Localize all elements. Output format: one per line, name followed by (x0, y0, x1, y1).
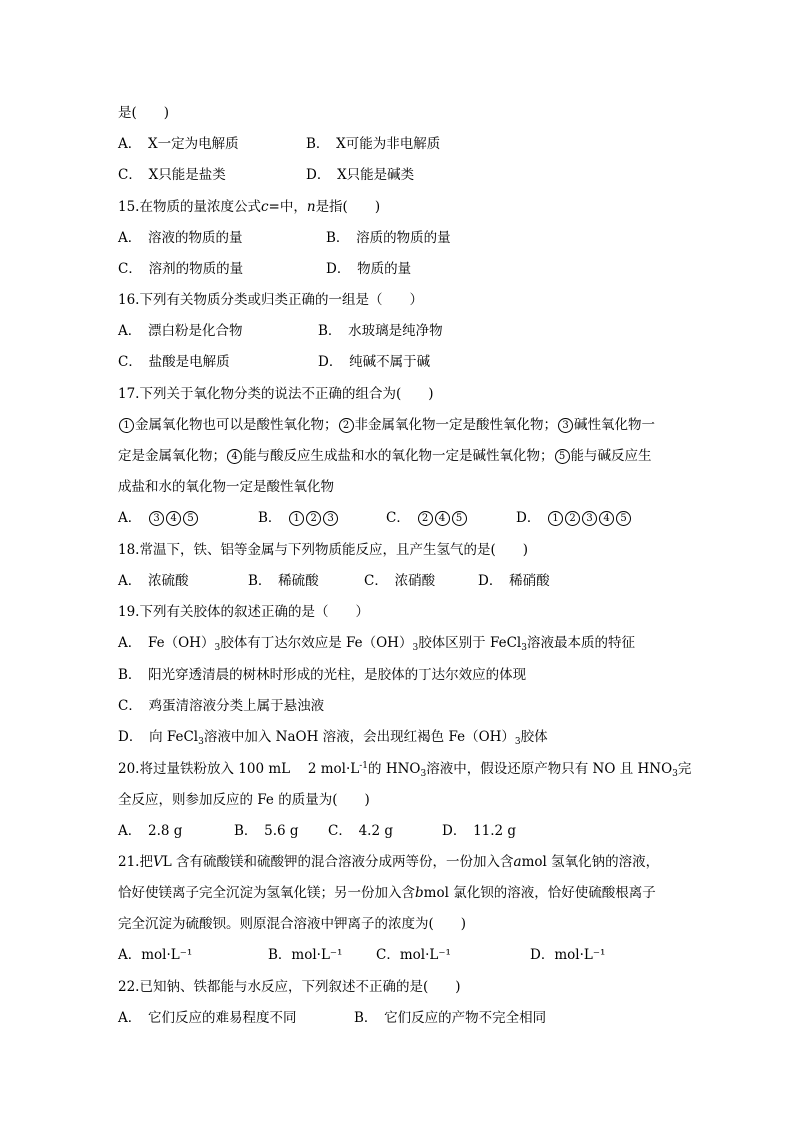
q21-option-a: A．mol·L⁻¹ (118, 947, 193, 963)
q15-option-b: B． 溶质的物质的量 (326, 230, 451, 246)
q15-option-a: A． 溶液的物质的量 (118, 230, 243, 246)
q19-option-b: B． 阳光穿透清晨的树林时形成的光柱，是胶体的丁达尔效应的体现 (118, 667, 527, 683)
q17-statements-line2: 定是金属氧化物； 4 能与酸反应生成盐和水的氧化物一定是碱性氧化物； 5 能与碱反应生 (118, 448, 652, 464)
q14-option-d: D． X只能是碱类 (306, 167, 415, 183)
circled-1: 1 (119, 418, 134, 433)
q16-option-b: B． 水玻璃是纯净物 (318, 323, 443, 339)
q15-stem: 15.在物质的量浓度公式c=中，n是指( ) (118, 199, 381, 215)
q16-option-c: C． 盐酸是电解质 (118, 354, 230, 370)
q16-option-a: A． 漂白粉是化合物 (118, 323, 243, 339)
q20-option-c: C． 4.2 g (328, 823, 393, 839)
q16-stem: 16.下列有关物质分类或归类正确的一组是（ ） (118, 292, 423, 308)
q21-stem-line2: 恰好使镁离子完全沉淀为氢氧化镁；另一份加入含bmol 氯化钡的溶液，恰好使硫酸根离子 (118, 885, 656, 901)
q14-option-c: C． X只能是盐类 (118, 167, 226, 183)
q19-stem: 19.下列有关胶体的叙述正确的是（ ） (118, 604, 369, 620)
q18-option-d: D． 稀硝酸 (478, 573, 550, 589)
q17-option-b: B． 1 2 3 (258, 509, 339, 527)
q17-statements-line1: 1 金属氧化物也可以是酸性氧化物； 2 非金属氧化物一定是酸性氧化物； 3 碱性氧化物一 (118, 416, 655, 434)
q20-stem-line1: 20.将过量铁粉放入 100 mL 2 $mol\cdot L^{-1}$的 $HNO_3$溶液中，假设还原产物只有 NO 且 $HNO_3$完 (118, 761, 692, 779)
q17-stem: 17.下列关于氧化物分类的说法不正确的组合为( ) (118, 386, 434, 402)
q18-option-c: C． 浓硝酸 (364, 573, 436, 589)
q17-option-a: A． 3 4 5 (118, 509, 199, 527)
q14-option-b: B． X可能为非电解质 (306, 136, 441, 152)
circled-3: 3 (558, 418, 573, 433)
q17-option-c: C． 2 4 5 (386, 509, 468, 527)
q14-stem-tail: 是( ) (118, 105, 170, 121)
q20-option-d: D． 11.2 g (442, 823, 517, 839)
q17-statements-line3: 成盐和水的氧化物一定是酸性氧化物 (118, 479, 334, 495)
q20-stem-line2: 全反应，则参加反应的 Fe 的质量为( ) (118, 792, 370, 808)
q21-option-d: D．mol·L⁻¹ (530, 947, 606, 963)
q15-option-d: D． 物质的量 (326, 261, 412, 277)
q17-option-d: D． 1 2 3 4 5 (516, 509, 632, 527)
q22-option-b: B． 它们反应的产物不完全相同 (354, 1010, 547, 1026)
q15-option-c: C． 溶剂的物质的量 (118, 261, 244, 277)
q19-option-c: C． 鸡蛋清溶液分类上属于悬浊液 (118, 698, 325, 714)
q18-stem: 18.常温下，铁、铝等金属与下列物质能反应，且产生氢气的是( ) (118, 542, 529, 558)
q19-option-d: D． 向 FeCl$_3$溶液中加入 NaOH 溶液，会出现红褐色 $Fe(OH)_3$胶体 (118, 729, 548, 747)
q21-stem-line3: 完全沉淀为硫酸钡。则原混合溶液中钾离子的浓度为( ) (118, 916, 467, 932)
q14-option-a: A． X一定为电解质 (118, 136, 239, 152)
q21-option-b: B．mol·L⁻¹ (268, 947, 343, 963)
q21-option-c: C．mol·L⁻¹ (376, 947, 451, 963)
q16-option-d: D． 纯碱不属于碱 (318, 354, 431, 370)
circled-4: 4 (227, 449, 242, 464)
q22-stem: 22.已知钠、铁都能与水反应，下列叙述不正确的是( ) (118, 979, 461, 995)
circled-5: 5 (555, 449, 570, 464)
q18-option-a: A． 浓硫酸 (118, 573, 189, 589)
q21-stem-line1: 21.把VL 含有硫酸镁和硫酸钾的混合溶液分成两等份，一份加入含amol 氢氧化钠的溶液， (118, 854, 660, 870)
q20-option-a: A． 2.8 g (118, 823, 183, 839)
circled-2: 2 (339, 418, 354, 433)
q22-option-a: A． 它们反应的难易程度不同 (118, 1010, 297, 1026)
q20-option-b: B． 5.6 g (234, 823, 299, 839)
q19-option-a: A． $Fe(OH)_3$胶体有丁达尔效应是 $Fe(OH)_3$胶体区别于 FeCl$_3$溶液最本质的特征 (118, 635, 635, 653)
q18-option-b: B． 稀硫酸 (248, 573, 319, 589)
